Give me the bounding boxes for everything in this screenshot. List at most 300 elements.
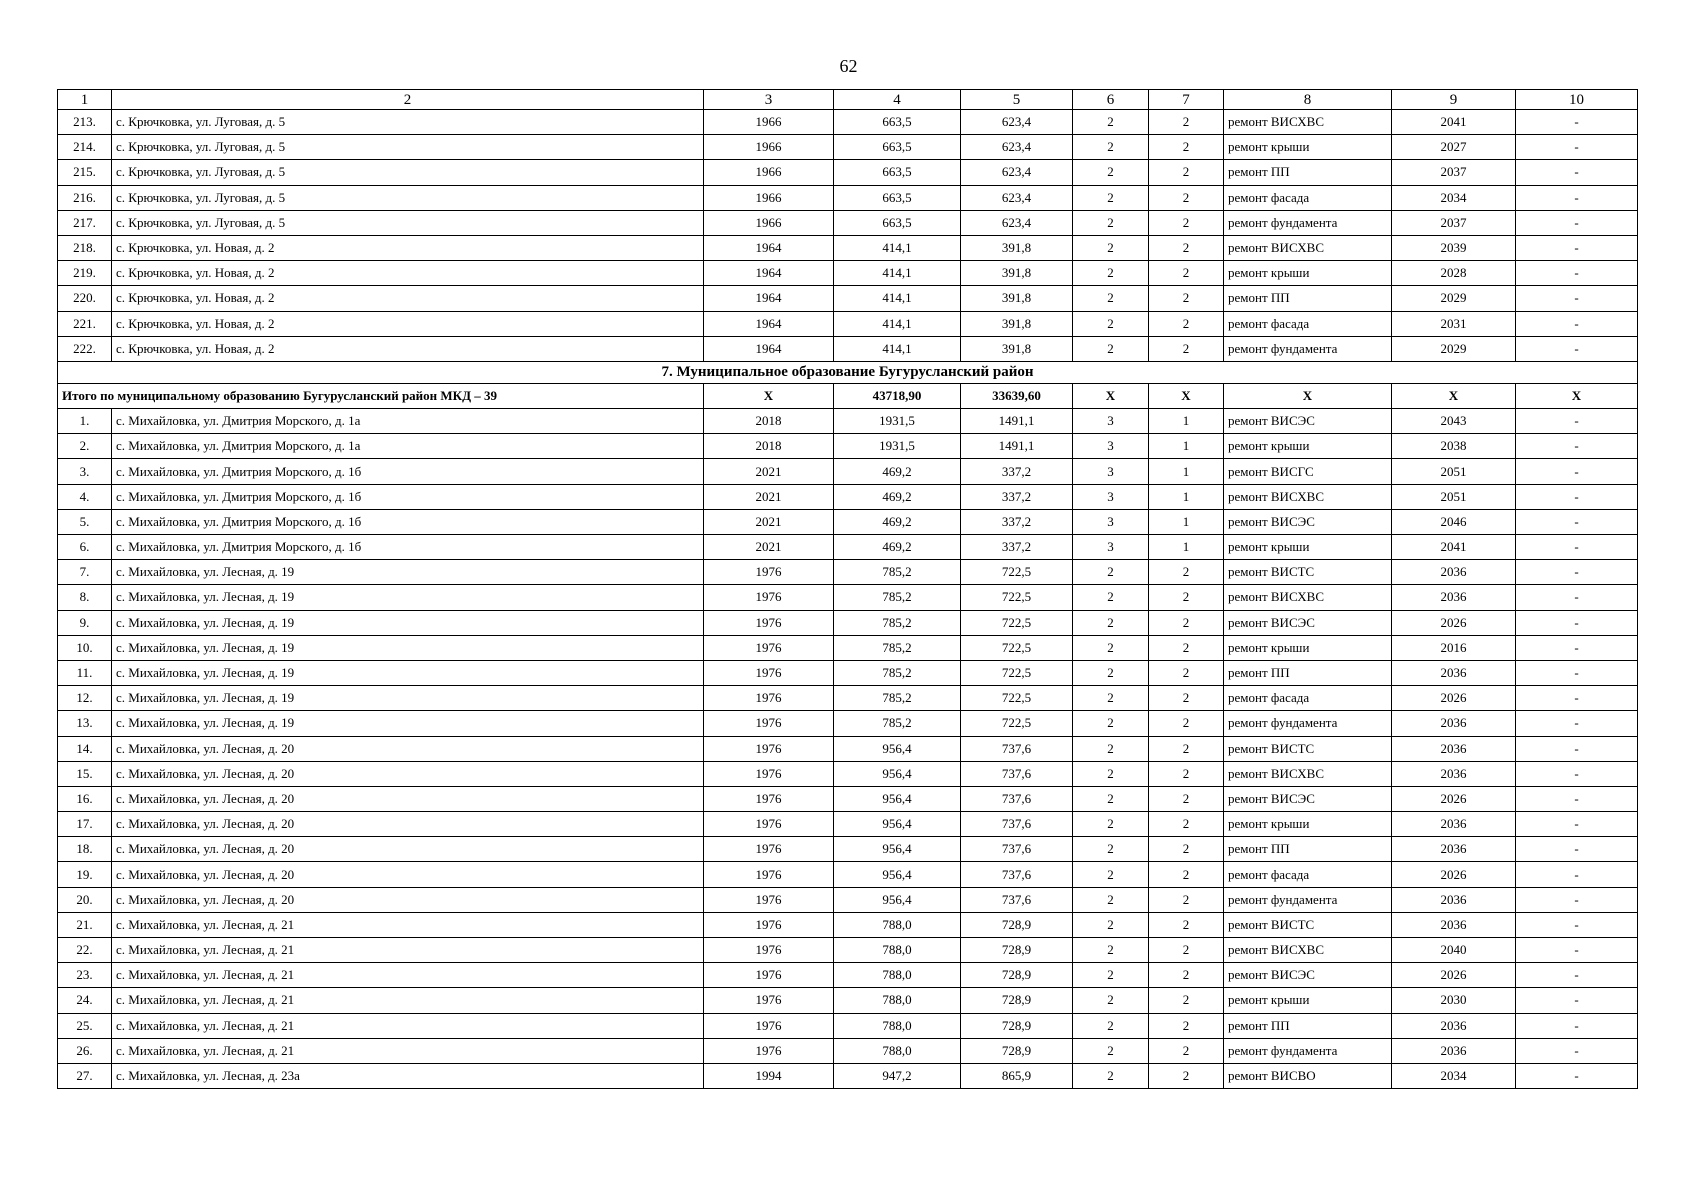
work-type-cell: ремонт фасада	[1224, 185, 1392, 210]
living-area-cell: 1491,1	[961, 409, 1073, 434]
total-cell: Х	[1073, 383, 1149, 408]
entrances-cell: 1	[1149, 434, 1224, 459]
work-type-cell: ремонт ВИСВО	[1224, 1063, 1392, 1088]
entrances-cell: 2	[1149, 938, 1224, 963]
planned-year-cell: 2036	[1392, 887, 1516, 912]
entrances-cell: 2	[1149, 235, 1224, 260]
address-cell: с. Крючковка, ул. Новая, д. 2	[112, 311, 704, 336]
living-area-cell: 337,2	[961, 509, 1073, 534]
row-number-cell: 216.	[58, 185, 112, 210]
year-built-cell: 1976	[704, 686, 834, 711]
total-area-cell: 788,0	[834, 963, 961, 988]
table-row	[58, 761, 1638, 786]
year-built-cell: 1976	[704, 862, 834, 887]
section-heading-row	[58, 361, 1638, 383]
planned-year-cell: 2027	[1392, 135, 1516, 160]
entrances-cell: 2	[1149, 286, 1224, 311]
year-built-cell: 1976	[704, 786, 834, 811]
planned-year-cell: 2030	[1392, 988, 1516, 1013]
work-type-cell: ремонт фундамента	[1224, 887, 1392, 912]
living-area-cell: 865,9	[961, 1063, 1073, 1088]
floors-cell: 2	[1073, 837, 1149, 862]
address-cell: с. Михайловка, ул. Лесная, д. 23а	[112, 1063, 704, 1088]
floors-cell: 3	[1073, 409, 1149, 434]
work-type-cell: ремонт фундамента	[1224, 336, 1392, 361]
work-type-cell: ремонт ВИСХВС	[1224, 761, 1392, 786]
entrances-cell: 2	[1149, 736, 1224, 761]
planned-year-cell: 2036	[1392, 1013, 1516, 1038]
living-area-cell: 623,4	[961, 210, 1073, 235]
living-area-cell: 391,8	[961, 261, 1073, 286]
note-cell: -	[1516, 185, 1638, 210]
year-built-cell: 1964	[704, 286, 834, 311]
table-row	[58, 185, 1638, 210]
note-cell: -	[1516, 837, 1638, 862]
entrances-cell: 2	[1149, 135, 1224, 160]
planned-year-cell: 2051	[1392, 484, 1516, 509]
year-built-cell: 1976	[704, 887, 834, 912]
total-area-cell: 785,2	[834, 711, 961, 736]
note-cell: -	[1516, 459, 1638, 484]
total-area-cell: 1931,5	[834, 409, 961, 434]
total-area-cell: 956,4	[834, 786, 961, 811]
address-cell: с. Крючковка, ул. Луговая, д. 5	[112, 135, 704, 160]
entrances-cell: 2	[1149, 862, 1224, 887]
entrances-cell: 2	[1149, 336, 1224, 361]
living-area-cell: 337,2	[961, 535, 1073, 560]
floors-cell: 2	[1073, 610, 1149, 635]
address-cell: с. Крючковка, ул. Луговая, д. 5	[112, 160, 704, 185]
living-area-cell: 623,4	[961, 110, 1073, 135]
total-area-cell: 785,2	[834, 686, 961, 711]
floors-cell: 2	[1073, 761, 1149, 786]
note-cell: -	[1516, 862, 1638, 887]
year-built-cell: 1964	[704, 311, 834, 336]
floors-cell: 2	[1073, 110, 1149, 135]
row-number-cell: 20.	[58, 887, 112, 912]
address-cell: с. Крючковка, ул. Новая, д. 2	[112, 235, 704, 260]
table-row	[58, 711, 1638, 736]
planned-year-cell: 2036	[1392, 912, 1516, 937]
planned-year-cell: 2037	[1392, 210, 1516, 235]
table-row	[58, 235, 1638, 260]
note-cell: -	[1516, 160, 1638, 185]
total-area-cell: 956,4	[834, 837, 961, 862]
address-cell: с. Михайловка, ул. Лесная, д. 20	[112, 736, 704, 761]
living-area-cell: 391,8	[961, 286, 1073, 311]
work-type-cell: ремонт ВИСТС	[1224, 736, 1392, 761]
total-cell: Х	[1392, 383, 1516, 408]
floors-cell: 2	[1073, 812, 1149, 837]
table-row	[58, 311, 1638, 336]
total-area-cell: 414,1	[834, 286, 961, 311]
planned-year-cell: 2039	[1392, 235, 1516, 260]
planned-year-cell: 2051	[1392, 459, 1516, 484]
planned-year-cell: 2036	[1392, 711, 1516, 736]
total-cell: 43718,90	[834, 383, 961, 408]
note-cell: -	[1516, 963, 1638, 988]
note-cell: -	[1516, 235, 1638, 260]
table-row	[58, 837, 1638, 862]
entrances-cell: 2	[1149, 686, 1224, 711]
year-built-cell: 1976	[704, 837, 834, 862]
table-row	[58, 812, 1638, 837]
entrances-cell: 2	[1149, 560, 1224, 585]
planned-year-cell: 2040	[1392, 938, 1516, 963]
note-cell: -	[1516, 761, 1638, 786]
total-area-cell: 663,5	[834, 185, 961, 210]
planned-year-cell: 2026	[1392, 610, 1516, 635]
planned-year-cell: 2037	[1392, 160, 1516, 185]
table-row	[58, 610, 1638, 635]
planned-year-cell: 2029	[1392, 336, 1516, 361]
living-area-cell: 623,4	[961, 160, 1073, 185]
total-area-cell: 956,4	[834, 862, 961, 887]
year-built-cell: 1976	[704, 585, 834, 610]
total-area-cell: 663,5	[834, 210, 961, 235]
total-area-cell: 788,0	[834, 938, 961, 963]
table-row	[58, 210, 1638, 235]
table-row	[58, 912, 1638, 937]
planned-year-cell: 2041	[1392, 535, 1516, 560]
entrances-cell: 2	[1149, 786, 1224, 811]
note-cell: -	[1516, 887, 1638, 912]
note-cell: -	[1516, 660, 1638, 685]
entrances-cell: 2	[1149, 185, 1224, 210]
table-row	[58, 286, 1638, 311]
total-area-cell: 788,0	[834, 988, 961, 1013]
floors-cell: 3	[1073, 459, 1149, 484]
column-number: 6	[1073, 90, 1149, 110]
row-number-cell: 6.	[58, 535, 112, 560]
row-number-cell: 222.	[58, 336, 112, 361]
planned-year-cell: 2036	[1392, 812, 1516, 837]
total-area-cell: 469,2	[834, 535, 961, 560]
year-built-cell: 1976	[704, 761, 834, 786]
row-number-cell: 219.	[58, 261, 112, 286]
entrances-cell: 2	[1149, 711, 1224, 736]
year-built-cell: 2021	[704, 509, 834, 534]
total-area-cell: 414,1	[834, 311, 961, 336]
row-number-cell: 17.	[58, 812, 112, 837]
address-cell: с. Михайловка, ул. Дмитрия Морского, д. 1а	[112, 409, 704, 434]
row-number-cell: 7.	[58, 560, 112, 585]
total-area-cell: 663,5	[834, 135, 961, 160]
note-cell: -	[1516, 635, 1638, 660]
living-area-cell: 737,6	[961, 761, 1073, 786]
entrances-cell: 2	[1149, 761, 1224, 786]
work-type-cell: ремонт фундамента	[1224, 711, 1392, 736]
planned-year-cell: 2034	[1392, 1063, 1516, 1088]
total-cell: Х	[704, 383, 834, 408]
floors-cell: 2	[1073, 336, 1149, 361]
address-cell: с. Михайловка, ул. Лесная, д. 21	[112, 1013, 704, 1038]
note-cell: -	[1516, 912, 1638, 937]
floors-cell: 2	[1073, 887, 1149, 912]
entrances-cell: 1	[1149, 509, 1224, 534]
planned-year-cell: 2016	[1392, 635, 1516, 660]
note-cell: -	[1516, 786, 1638, 811]
note-cell: -	[1516, 135, 1638, 160]
floors-cell: 2	[1073, 912, 1149, 937]
total-area-cell: 1931,5	[834, 434, 961, 459]
row-number-cell: 9.	[58, 610, 112, 635]
address-cell: с. Крючковка, ул. Новая, д. 2	[112, 286, 704, 311]
address-cell: с. Михайловка, ул. Лесная, д. 20	[112, 761, 704, 786]
row-number-cell: 8.	[58, 585, 112, 610]
table-row	[58, 535, 1638, 560]
address-cell: с. Михайловка, ул. Лесная, д. 19	[112, 635, 704, 660]
floors-cell: 2	[1073, 711, 1149, 736]
work-type-cell: ремонт крыши	[1224, 434, 1392, 459]
address-cell: с. Михайловка, ул. Лесная, д. 21	[112, 1038, 704, 1063]
row-number-cell: 22.	[58, 938, 112, 963]
floors-cell: 2	[1073, 660, 1149, 685]
work-type-cell: ремонт фасада	[1224, 862, 1392, 887]
column-number: 7	[1149, 90, 1224, 110]
planned-year-cell: 2028	[1392, 261, 1516, 286]
address-cell: с. Михайловка, ул. Лесная, д. 19	[112, 660, 704, 685]
year-built-cell: 2018	[704, 434, 834, 459]
table-row	[58, 887, 1638, 912]
table-row	[58, 336, 1638, 361]
row-number-cell: 19.	[58, 862, 112, 887]
work-type-cell: ремонт ПП	[1224, 837, 1392, 862]
entrances-cell: 2	[1149, 585, 1224, 610]
address-cell: с. Крючковка, ул. Новая, д. 2	[112, 261, 704, 286]
total-area-cell: 785,2	[834, 660, 961, 685]
note-cell: -	[1516, 610, 1638, 635]
column-number: 4	[834, 90, 961, 110]
row-number-cell: 16.	[58, 786, 112, 811]
floors-cell: 2	[1073, 786, 1149, 811]
year-built-cell: 1976	[704, 963, 834, 988]
year-built-cell: 1976	[704, 1038, 834, 1063]
floors-cell: 2	[1073, 585, 1149, 610]
address-cell: с. Михайловка, ул. Лесная, д. 20	[112, 786, 704, 811]
entrances-cell: 2	[1149, 963, 1224, 988]
table-row	[58, 434, 1638, 459]
floors-cell: 2	[1073, 135, 1149, 160]
floors-cell: 3	[1073, 535, 1149, 560]
row-number-cell: 1.	[58, 409, 112, 434]
floors-cell: 2	[1073, 862, 1149, 887]
work-type-cell: ремонт ПП	[1224, 1013, 1392, 1038]
work-type-cell: ремонт фасада	[1224, 311, 1392, 336]
table-row	[58, 261, 1638, 286]
registry-table	[57, 89, 1638, 1089]
address-cell: с. Михайловка, ул. Лесная, д. 19	[112, 610, 704, 635]
living-area-cell: 737,6	[961, 862, 1073, 887]
work-type-cell: ремонт крыши	[1224, 135, 1392, 160]
row-number-cell: 3.	[58, 459, 112, 484]
year-built-cell: 1976	[704, 736, 834, 761]
table-row	[58, 635, 1638, 660]
planned-year-cell: 2036	[1392, 1038, 1516, 1063]
entrances-cell: 2	[1149, 812, 1224, 837]
work-type-cell: ремонт фасада	[1224, 686, 1392, 711]
work-type-cell: ремонт крыши	[1224, 812, 1392, 837]
work-type-cell: ремонт ВИСЭС	[1224, 610, 1392, 635]
row-number-cell: 218.	[58, 235, 112, 260]
total-area-cell: 469,2	[834, 459, 961, 484]
living-area-cell: 337,2	[961, 484, 1073, 509]
year-built-cell: 1976	[704, 912, 834, 937]
work-type-cell: ремонт ВИСГС	[1224, 459, 1392, 484]
floors-cell: 2	[1073, 736, 1149, 761]
row-number-cell: 26.	[58, 1038, 112, 1063]
living-area-cell: 337,2	[961, 459, 1073, 484]
planned-year-cell: 2036	[1392, 761, 1516, 786]
living-area-cell: 728,9	[961, 963, 1073, 988]
work-type-cell: ремонт крыши	[1224, 261, 1392, 286]
note-cell: -	[1516, 938, 1638, 963]
address-cell: с. Михайловка, ул. Дмитрия Морского, д. 1б	[112, 535, 704, 560]
total-area-cell: 414,1	[834, 336, 961, 361]
living-area-cell: 722,5	[961, 686, 1073, 711]
floors-cell: 2	[1073, 286, 1149, 311]
living-area-cell: 737,6	[961, 887, 1073, 912]
table-row	[58, 409, 1638, 434]
total-area-cell: 469,2	[834, 484, 961, 509]
total-cell: Х	[1516, 383, 1638, 408]
planned-year-cell: 2026	[1392, 686, 1516, 711]
row-number-cell: 23.	[58, 963, 112, 988]
planned-year-cell: 2029	[1392, 286, 1516, 311]
work-type-cell: ремонт ВИСХВС	[1224, 484, 1392, 509]
work-type-cell: ремонт крыши	[1224, 635, 1392, 660]
planned-year-cell: 2031	[1392, 311, 1516, 336]
table-row	[58, 484, 1638, 509]
floors-cell: 3	[1073, 509, 1149, 534]
table-row	[58, 1013, 1638, 1038]
living-area-cell: 391,8	[961, 336, 1073, 361]
living-area-cell: 737,6	[961, 786, 1073, 811]
row-number-cell: 14.	[58, 736, 112, 761]
note-cell: -	[1516, 1063, 1638, 1088]
entrances-cell: 2	[1149, 635, 1224, 660]
total-cell: Х	[1149, 383, 1224, 408]
table-row	[58, 938, 1638, 963]
planned-year-cell: 2026	[1392, 786, 1516, 811]
total-area-cell: 788,0	[834, 1038, 961, 1063]
living-area-cell: 623,4	[961, 185, 1073, 210]
total-area-cell: 663,5	[834, 110, 961, 135]
total-area-cell: 414,1	[834, 261, 961, 286]
note-cell: -	[1516, 711, 1638, 736]
address-cell: с. Михайловка, ул. Дмитрия Морского, д. 1а	[112, 434, 704, 459]
note-cell: -	[1516, 210, 1638, 235]
living-area-cell: 737,6	[961, 812, 1073, 837]
year-built-cell: 1994	[704, 1063, 834, 1088]
living-area-cell: 722,5	[961, 560, 1073, 585]
year-built-cell: 1976	[704, 560, 834, 585]
planned-year-cell: 2034	[1392, 185, 1516, 210]
row-number-cell: 220.	[58, 286, 112, 311]
table-row	[58, 135, 1638, 160]
floors-cell: 2	[1073, 560, 1149, 585]
entrances-cell: 1	[1149, 459, 1224, 484]
note-cell: -	[1516, 1013, 1638, 1038]
total-area-cell: 469,2	[834, 509, 961, 534]
work-type-cell: ремонт крыши	[1224, 988, 1392, 1013]
address-cell: с. Михайловка, ул. Лесная, д. 19	[112, 686, 704, 711]
column-number: 5	[961, 90, 1073, 110]
year-built-cell: 1976	[704, 660, 834, 685]
table-row	[58, 1038, 1638, 1063]
year-built-cell: 1976	[704, 635, 834, 660]
table-row	[58, 660, 1638, 685]
year-built-cell: 1976	[704, 812, 834, 837]
work-type-cell: ремонт ПП	[1224, 286, 1392, 311]
planned-year-cell: 2036	[1392, 560, 1516, 585]
living-area-cell: 722,5	[961, 711, 1073, 736]
living-area-cell: 391,8	[961, 311, 1073, 336]
table-row	[58, 686, 1638, 711]
column-number: 3	[704, 90, 834, 110]
table-row	[58, 786, 1638, 811]
entrances-cell: 2	[1149, 988, 1224, 1013]
total-area-cell: 947,2	[834, 1063, 961, 1088]
year-built-cell: 1976	[704, 1013, 834, 1038]
total-area-cell: 663,5	[834, 160, 961, 185]
planned-year-cell: 2038	[1392, 434, 1516, 459]
total-area-cell: 956,4	[834, 736, 961, 761]
floors-cell: 2	[1073, 235, 1149, 260]
work-type-cell: ремонт ВИСТС	[1224, 560, 1392, 585]
row-number-cell: 13.	[58, 711, 112, 736]
living-area-cell: 722,5	[961, 585, 1073, 610]
floors-cell: 2	[1073, 261, 1149, 286]
work-type-cell: ремонт ВИСХВС	[1224, 938, 1392, 963]
floors-cell: 3	[1073, 484, 1149, 509]
table-row	[58, 963, 1638, 988]
address-cell: с. Крючковка, ул. Луговая, д. 5	[112, 110, 704, 135]
entrances-cell: 2	[1149, 1038, 1224, 1063]
row-number-cell: 27.	[58, 1063, 112, 1088]
year-built-cell: 2021	[704, 484, 834, 509]
floors-cell: 3	[1073, 434, 1149, 459]
total-area-cell: 785,2	[834, 610, 961, 635]
entrances-cell: 2	[1149, 887, 1224, 912]
address-cell: с. Крючковка, ул. Луговая, д. 5	[112, 185, 704, 210]
planned-year-cell: 2036	[1392, 660, 1516, 685]
year-built-cell: 1966	[704, 135, 834, 160]
entrances-cell: 2	[1149, 110, 1224, 135]
work-type-cell: ремонт ВИСЭС	[1224, 509, 1392, 534]
address-cell: с. Михайловка, ул. Лесная, д. 21	[112, 912, 704, 937]
note-cell: -	[1516, 560, 1638, 585]
living-area-cell: 728,9	[961, 1013, 1073, 1038]
address-cell: с. Михайловка, ул. Лесная, д. 19	[112, 560, 704, 585]
year-built-cell: 1976	[704, 988, 834, 1013]
entrances-cell: 2	[1149, 837, 1224, 862]
address-cell: с. Крючковка, ул. Луговая, д. 5	[112, 210, 704, 235]
row-number-cell: 2.	[58, 434, 112, 459]
planned-year-cell: 2041	[1392, 110, 1516, 135]
entrances-cell: 2	[1149, 1013, 1224, 1038]
column-number: 2	[112, 90, 704, 110]
row-number-cell: 25.	[58, 1013, 112, 1038]
row-number-cell: 217.	[58, 210, 112, 235]
row-number-cell: 15.	[58, 761, 112, 786]
year-built-cell: 1964	[704, 261, 834, 286]
living-area-cell: 728,9	[961, 988, 1073, 1013]
note-cell: -	[1516, 1038, 1638, 1063]
planned-year-cell: 2046	[1392, 509, 1516, 534]
year-built-cell: 1976	[704, 610, 834, 635]
address-cell: с. Михайловка, ул. Дмитрия Морского, д. 1б	[112, 509, 704, 534]
